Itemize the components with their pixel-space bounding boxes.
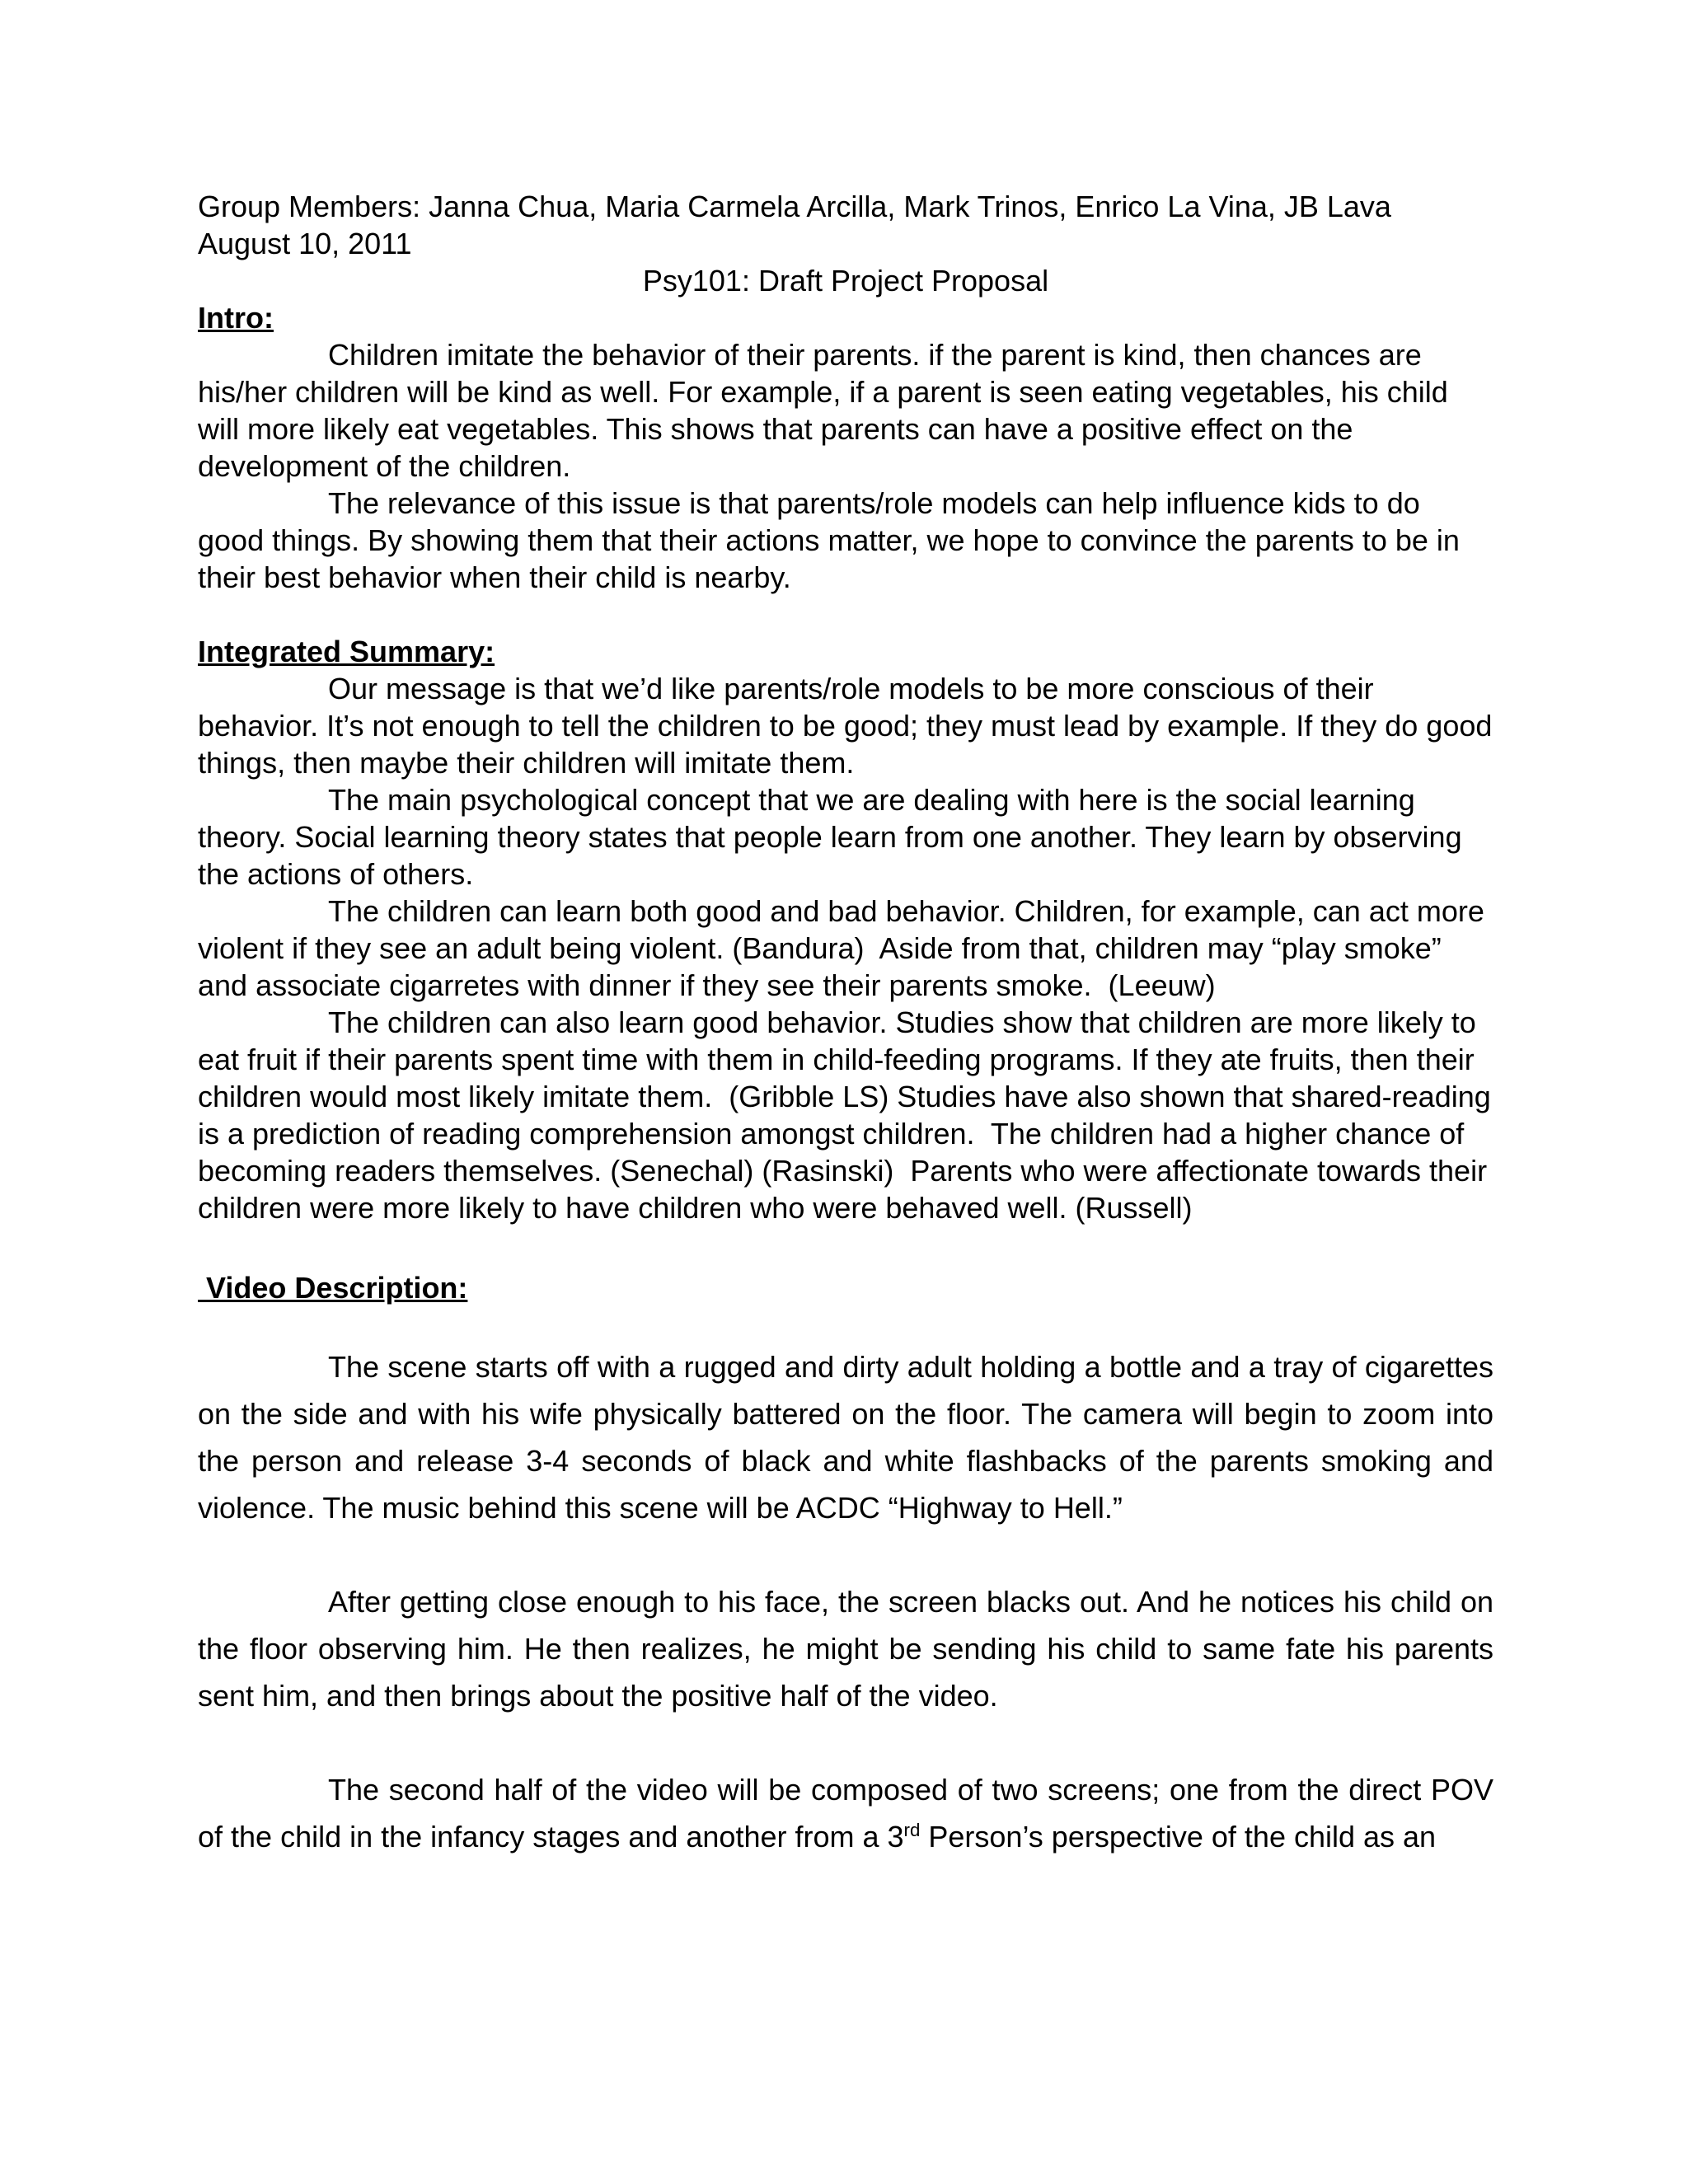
- video-paragraph-2: After getting close enough to his face, the screen blacks out. And he notices his child on the floor observing him. He then realizes, he might be sending his child to same fate his parents sent him, and then brings about the positive half of the video.: [198, 1585, 1493, 1713]
- summary-paragraph-3: The children can learn both good and bad behavior. Children, for example, can act more violent if they see an adult being violent. (Bandura) Aside from that, children may “play smoke” and associate cigarretes with dinner if they see their parents smoke. (Leeuw): [198, 894, 1493, 1002]
- group-members-line: Group Members: Janna Chua, Maria Carmela Arcilla, Mark Trinos, Enrico La Vina, JB Lava: [198, 190, 1391, 223]
- summary-paragraph-2: The main psychological concept that we are dealing with here is the social learning theory. Social learning theory states that people learn from one another. They learn by observing the actions of others.: [198, 783, 1470, 891]
- video-paragraph-3-text-end: Person’s perspective of the child as an: [920, 1820, 1437, 1854]
- video-paragraph-3: [198, 1766, 1493, 1860]
- intro-paragraph-2: The relevance of this issue is that parents/role models can help influence kids to do good things. By showing them that their actions matter, we hope to convince the parents to be in their best behavior when their child is nearby.: [198, 486, 1468, 594]
- ordinal-superscript: rd: [903, 1820, 921, 1840]
- summary-paragraph-4: The children can also learn good behavior. Studies show that children are more likely to eat fruit if their parents spent time with them in child-feeding programs. If they ate fruits, then their children would most likely imitate them. (Gribble LS) Studies have also shown that shared-reading is a prediction of reading comprehension amongst children. The children had a higher chance of becoming readers themselves. (Senechal) (Rasinski) Parents who were affectionate towards their children were more likely to have children who were behaved well. (Russell): [198, 1005, 1499, 1225]
- date-line: August 10, 2011: [198, 227, 412, 260]
- summary-paragraph-1: Our message is that we’d like parents/role models to be more conscious of their behavior. It’s not enough to tell the children to be good; they must lead by example. If they do good things, then maybe their children will imitate them.: [198, 672, 1501, 780]
- section-heading-intro: Intro:: [198, 301, 274, 335]
- section-heading-video-description: Video Description:: [198, 1271, 468, 1305]
- intro-paragraph-1: Children imitate the behavior of their parents. if the parent is kind, then chances are his/her children will be kind as well. For example, if a parent is seen eating vegetables, his child will more likely eat vegetables. This shows that parents can have a positive effect on the development of the children.: [198, 338, 1456, 483]
- document-title: Psy101: Draft Project Proposal: [642, 264, 1049, 298]
- video-paragraph-3-text-start: The second half of the video will be composed of two screens; one from the direct POV of the child in the infancy stages and another from a 3: [198, 1773, 1493, 1854]
- section-heading-integrated-summary: Integrated Summary:: [198, 635, 495, 668]
- video-paragraph-1: The scene starts off with a rugged and dirty adult holding a bottle and a tray of cigarettes on the side and with his wife physically battered on the floor. The camera will begin to zoom into the person and release 3-4 seconds of black and white flashbacks of the parents smoking and violence. The music behind this scene will be ACDC “Highway to Hell.”: [198, 1350, 1493, 1525]
